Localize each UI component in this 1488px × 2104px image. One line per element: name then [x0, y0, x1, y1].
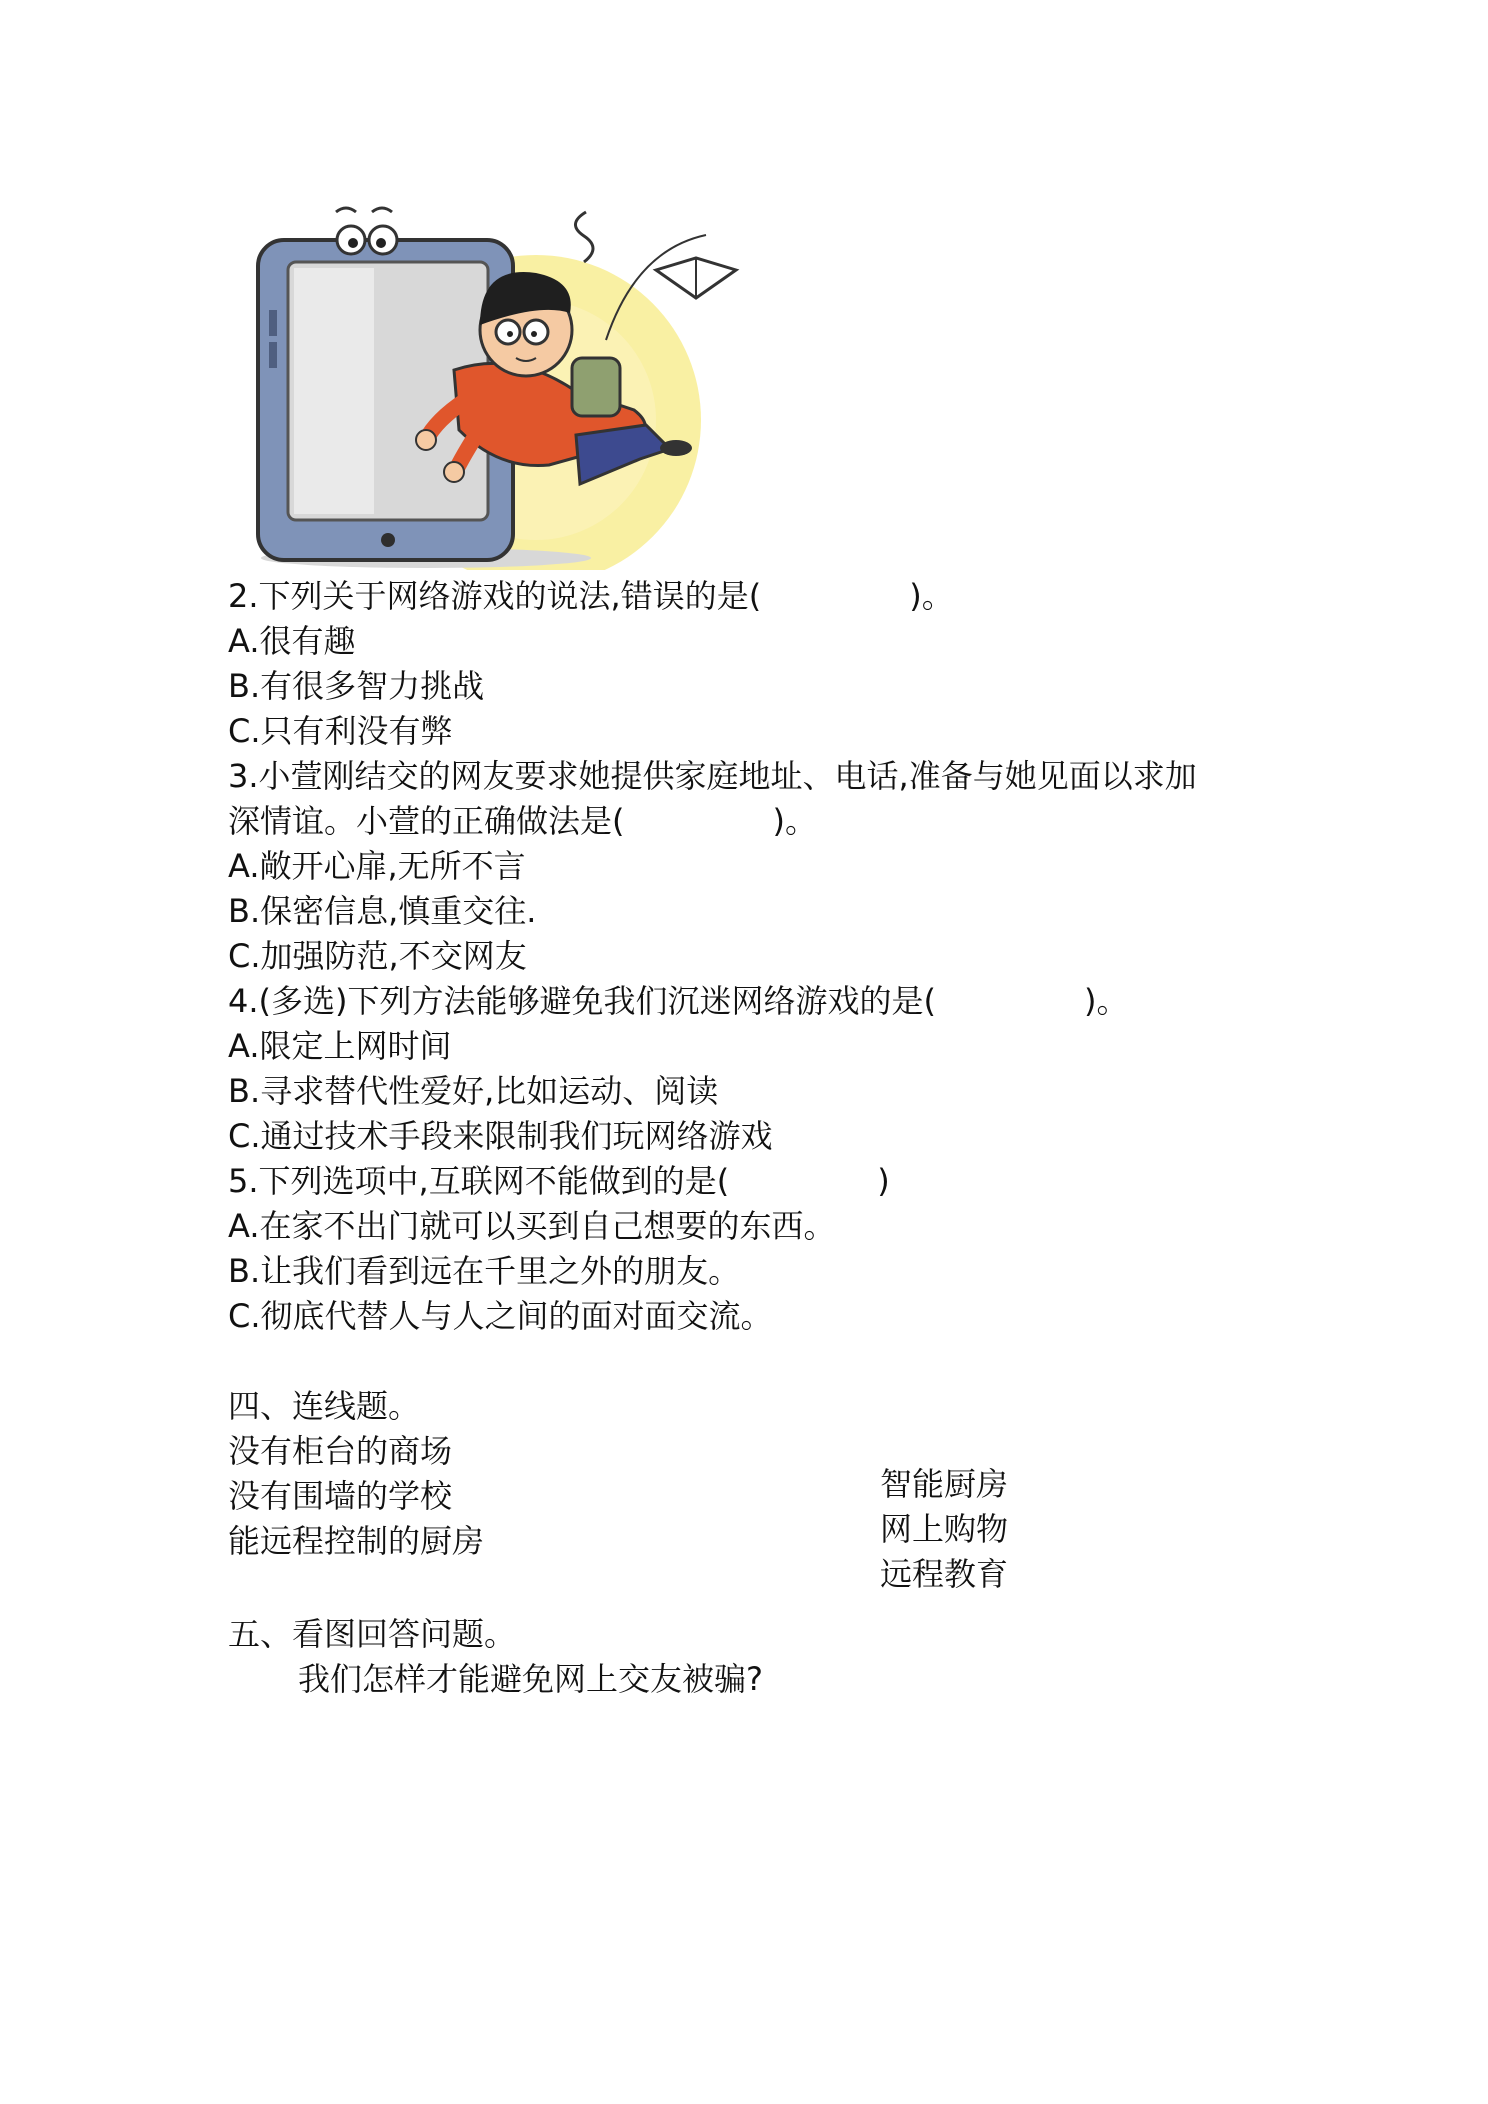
q5-option-a: A.在家不出门就可以买到自己想要的东西。: [228, 1207, 836, 1245]
q4-option-c: C.通过技术手段来限制我们玩网络游戏: [228, 1117, 773, 1155]
section5-question: 我们怎样才能避免网上交友被骗?: [298, 1660, 763, 1698]
q3-option-b: B.保密信息,慎重交往.: [228, 892, 537, 930]
q5-stem: [228, 1159, 890, 1203]
q3-stem-text: 深情谊。小萱的正确做法是(: [228, 802, 625, 840]
section4-title: 四、连线题。: [228, 1387, 421, 1425]
section4-right-item-2[interactable]: 网上购物: [880, 1510, 1009, 1548]
q2-option-b: B.有很多智力挑战: [228, 667, 485, 705]
q2-stem-end: )。: [909, 577, 954, 615]
section4-left-item-3[interactable]: 能远程控制的厨房: [228, 1522, 485, 1560]
q4-option-a: A.限定上网时间: [228, 1027, 452, 1065]
tablet-boy-illustration: [236, 200, 756, 570]
q2-stem: [228, 574, 954, 618]
section4-left-item-2[interactable]: 没有围墙的学校: [228, 1477, 453, 1515]
q5-option-b: B.让我们看到远在千里之外的朋友。: [228, 1252, 741, 1290]
q5-stem-end: ): [877, 1162, 890, 1200]
q3-stem-end: )。: [772, 802, 817, 840]
q3-option-c: C.加强防范,不交网友: [228, 937, 527, 975]
q5-stem-text: 5.下列选项中,互联网不能做到的是(: [228, 1162, 730, 1200]
section4-right-item-1[interactable]: 智能厨房: [880, 1465, 1009, 1503]
q3-option-a: A.敞开心扉,无所不言: [228, 847, 526, 885]
section4-left-item-1[interactable]: 没有柜台的商场: [228, 1432, 453, 1470]
q4-stem-end: )。: [1084, 982, 1129, 1020]
q3-stem-line1: 3.小萱刚结交的网友要求她提供家庭地址、电话,准备与她见面以求加: [228, 757, 1197, 795]
q4-stem-text: 4.(多选)下列方法能够避免我们沉迷网络游戏的是(: [228, 982, 936, 1020]
section5-title: 五、看图回答问题。: [228, 1615, 517, 1653]
q4-option-b: B.寻求替代性爱好,比如运动、阅读: [228, 1072, 719, 1110]
q3-stem-line2: [228, 799, 817, 843]
q2-option-c: C.只有利没有弊: [228, 712, 453, 750]
q4-stem: [228, 979, 1129, 1023]
section4-right-item-3[interactable]: 远程教育: [880, 1555, 1009, 1593]
q2-stem-text: 2.下列关于网络游戏的说法,错误的是(: [228, 577, 762, 615]
q5-option-c: C.彻底代替人与人之间的面对面交流。: [228, 1297, 773, 1335]
q2-option-a: A.很有趣: [228, 622, 356, 660]
